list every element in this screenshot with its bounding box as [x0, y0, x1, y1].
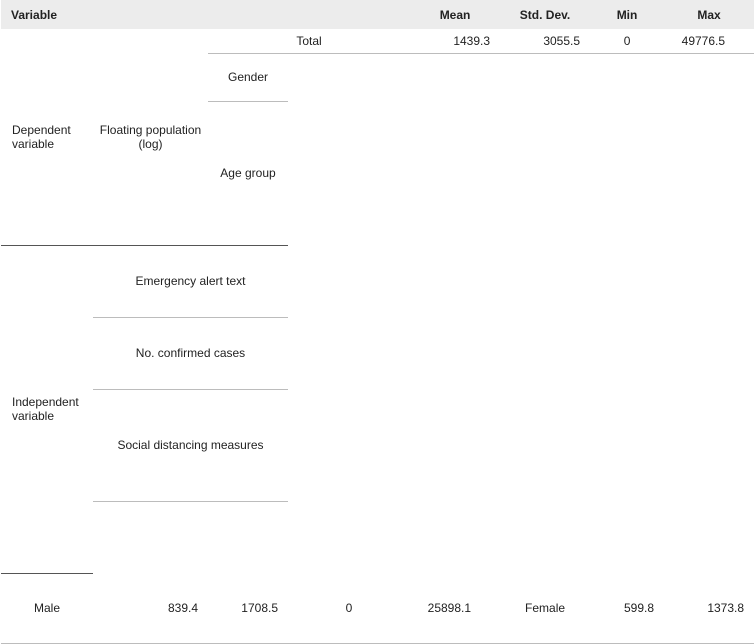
cell-mean: 1439.3 — [410, 29, 500, 53]
label-floating-population: Floating population (log) — [93, 29, 208, 245]
cell-max: 49776.5 — [664, 29, 754, 53]
row-label: Male — [1, 573, 93, 644]
header-mean: Mean — [410, 0, 500, 29]
header-min: Min — [590, 0, 664, 29]
cell-sd: 3055.5 — [500, 29, 590, 53]
cell-mean: 599.8 — [590, 573, 664, 644]
label-age-group: Age group — [208, 101, 288, 245]
group-independent: Independent variable — [1, 245, 93, 573]
label-social-distancing: Social distancing measures — [93, 389, 288, 501]
descriptive-statistics-table — [1, 0, 754, 644]
label-gender: Gender — [208, 53, 288, 101]
header-variable: Variable — [1, 0, 410, 29]
row-label: Total — [208, 29, 410, 53]
group-dependent: Dependent variable — [1, 29, 93, 245]
row-label: Female — [500, 573, 590, 644]
label-confirmed-cases: No. confirmed cases — [93, 317, 288, 389]
table-header-row — [1, 0, 754, 29]
header-max: Max — [664, 0, 754, 29]
header-std-dev: Std. Dev. — [500, 0, 590, 29]
cell-sd: 1708.5 — [208, 573, 288, 644]
cell-max: 25898.1 — [410, 573, 500, 644]
cell-min: 0 — [288, 573, 410, 644]
cell-min: 0 — [590, 29, 664, 53]
cell-mean: 839.4 — [93, 573, 208, 644]
cell-sd: 1373.8 — [664, 573, 754, 644]
label-emergency-alert: Emergency alert text — [93, 245, 288, 317]
